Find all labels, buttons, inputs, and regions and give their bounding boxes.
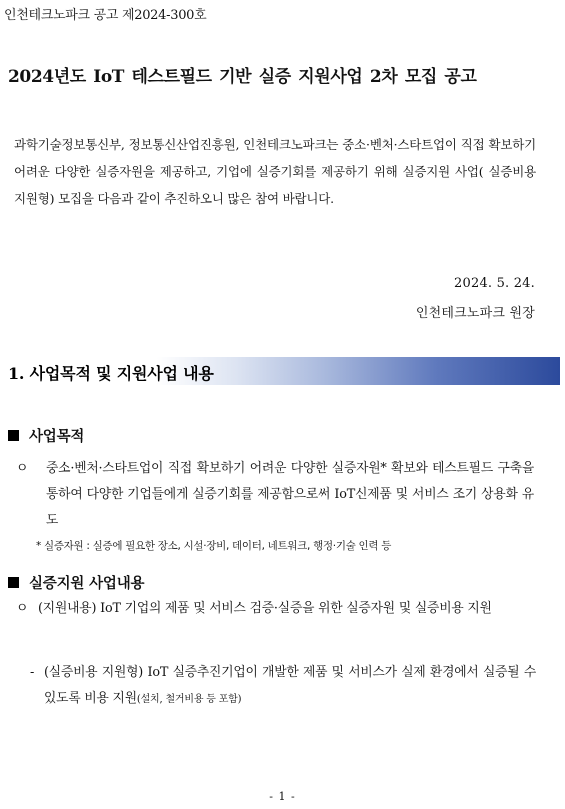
content-sub-text: (실증비용 지원형) IoT 실증추진기업이 개발한 제품 및 서비스가 실제 환경에서 실증될 수 있도록 비용 지원 <box>44 665 536 706</box>
content-heading-label: 실증지원 사업내용 <box>29 575 145 592</box>
notice-number: 인천테크노파크 공고 제2024-300호 <box>4 8 207 23</box>
section-title: 1. 사업목적 및 지원사업 내용 <box>8 364 214 383</box>
resource-footnote: * 실증자원 : 실증에 필요한 장소, 시설·장비, 데이터, 네트워크, 행정·기술 인력 등 <box>36 540 392 552</box>
purpose-heading <box>8 425 84 446</box>
notice-issuer: 인천테크노파크 원장 <box>415 306 535 321</box>
content-text: (지원내용) IoT 기업의 제품 및 서비스 검증·실증을 위한 실증자원 및 실증비용 지원 <box>38 601 492 616</box>
square-bullet-icon <box>8 577 19 588</box>
purpose-bullet <box>16 456 534 534</box>
purpose-heading-label: 사업목적 <box>29 428 85 445</box>
dash-bullet-icon: - <box>30 665 35 680</box>
section-header-bar <box>0 357 560 385</box>
content-sub-text-wrap <box>44 660 536 713</box>
intro-paragraph: 과학기술정보통신부, 정보통신산업진흥원, 인천테크노파크는 중소·벤처·스타트업이 직접 확보하기 어려운 다양한 실증자원을 제공하고, 기업에 실증기회를 제공하기 위해 실증지원 사업( 실증비용 지원형) 모집을 다음과 같이 추진하오니 많은 참여 바랍니다. <box>14 137 536 206</box>
circle-bullet-icon: ㅇ <box>16 461 29 476</box>
content-heading <box>8 572 144 593</box>
notice-date: 2024. 5. 24. <box>454 276 535 291</box>
content-sub-bullet <box>30 660 536 713</box>
content-bullet <box>16 596 534 622</box>
content-sub-small: (설치, 철거비용 등 포함) <box>136 694 242 705</box>
purpose-text: 중소·벤처·스타트업이 직접 확보하기 어려운 다양한 실증자원* 확보와 테스트필드 구축을 통하여 다양한 기업들에게 실증기회를 제공함으로써 IoT신제품 및 서비스 조기 상용화 유도 <box>46 461 534 528</box>
document-title: 2024년도 IoT 테스트필드 기반 실증 지원사업 2차 모집 공고 <box>8 67 477 87</box>
page-number: - 1 - <box>269 790 296 803</box>
square-bullet-icon <box>8 430 19 441</box>
circle-bullet-icon: ㅇ <box>16 601 29 616</box>
